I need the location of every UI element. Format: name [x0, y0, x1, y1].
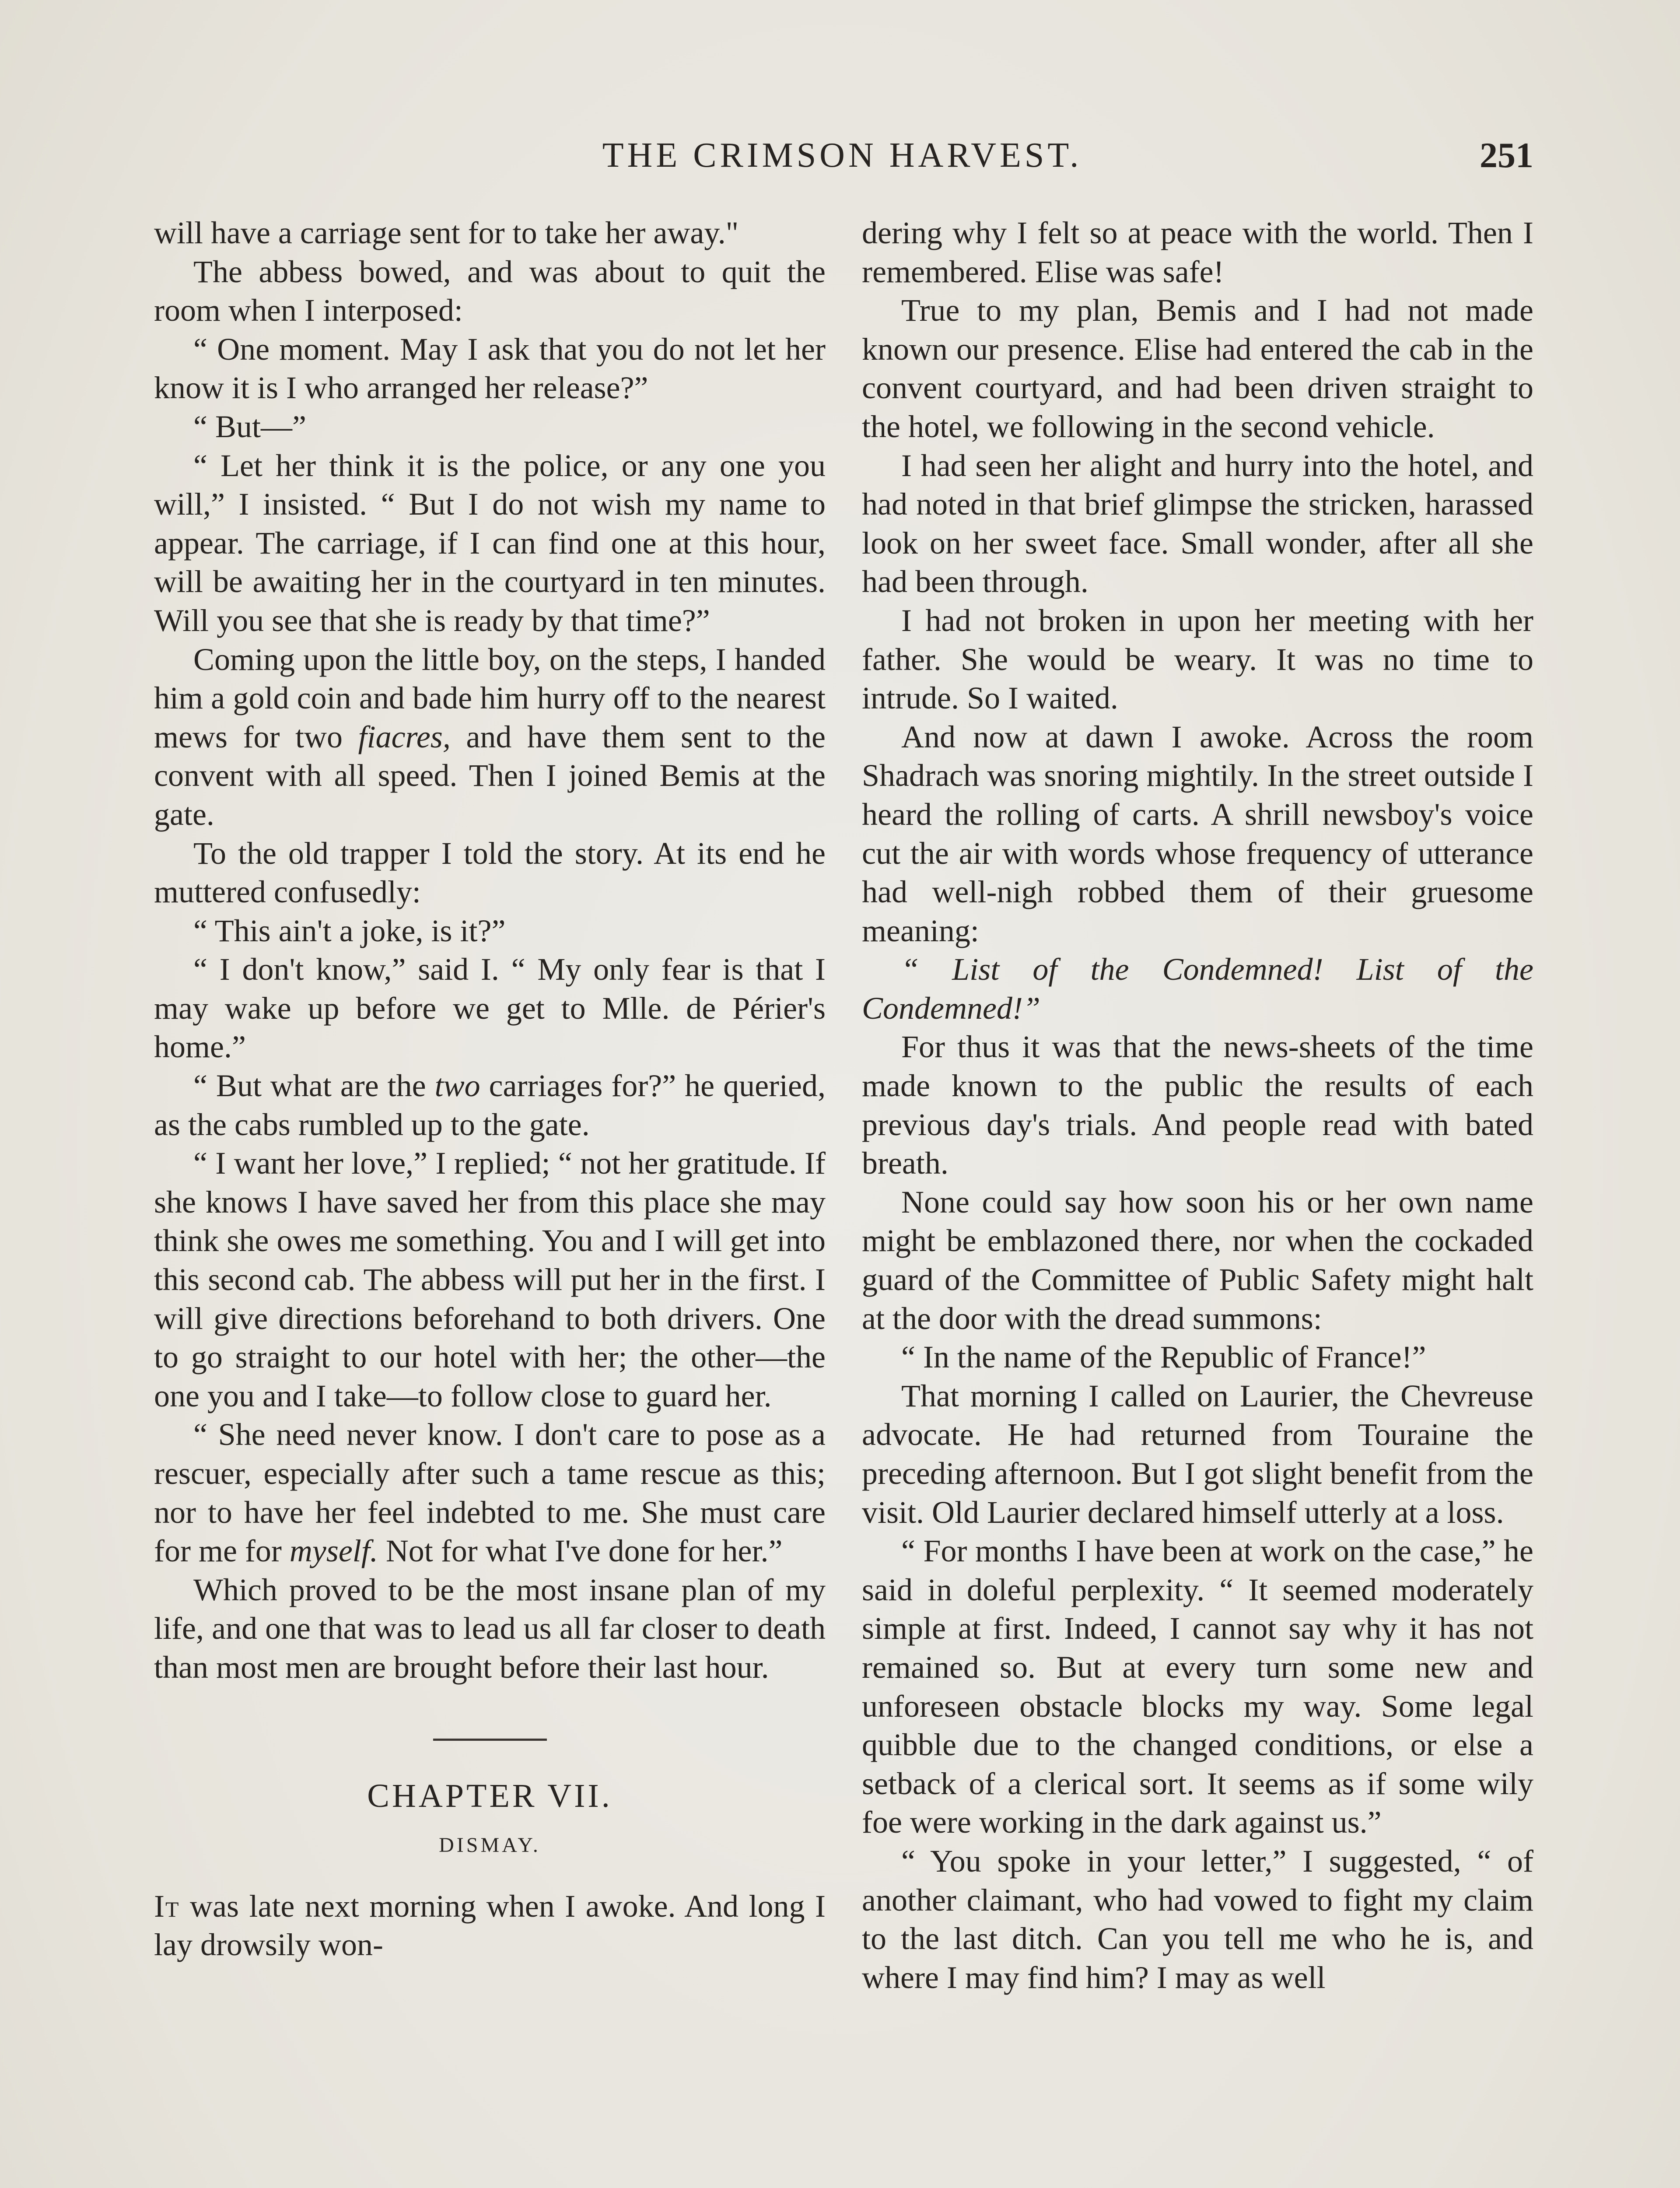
paragraph: dering why I felt so at peace with the world. Then I remembered. Elise was safe! — [862, 215, 1533, 289]
paragraph: The abbess bowed, and was about to quit the room when I interposed: — [154, 254, 826, 328]
italic-text: “ List of the Condemned! List of the Condemned!” — [862, 952, 1533, 1026]
paragraph: “ Let her think it is the police, or any one you will,” I insisted. “ But I do not wish my name to appear. The carriage, if I can find one at this hour, will be awaiting her in the courtyard in ten minutes. Will you see that she is ready by that time?” — [154, 448, 826, 638]
paragraph: Which proved to be the most insane plan of my life, and one that was to lead us all far closer to death than most men are brought before their last hour. — [154, 1572, 826, 1685]
chapter-subtitle: DISMAY. — [439, 1833, 541, 1857]
text-run: Coming upon the little boy, on the steps, I handed him a gold coin and bade him hurry off to the nearest mews for two — [154, 642, 826, 754]
paragraph: “ For months I have been at work on the case,” he said in doleful perplexity. “ It seemed moderately simple at first. Indeed, I cannot say why it has not remained so. But at every turn some new and unforeseen obstacle blocks my way. Some legal quibble due to the changed conditions, or else a setback of a clerical sort. It seems as if some wily foe were working in the dark against us.” — [862, 1533, 1533, 1840]
text-run: was late next morning when I awoke. And long I lay drowsily won- — [154, 1888, 826, 1963]
paragraph: “ This ain't a joke, is it?” — [193, 913, 506, 948]
text-run: “ But what are the — [193, 1068, 435, 1104]
paragraph: To the old trapper I told the story. At its end he muttered confusedly: — [154, 835, 826, 910]
chapter-opening-paragraph — [154, 1887, 826, 1964]
paragraph: “ But—” — [193, 409, 306, 444]
paragraph: True to my plan, Bemis and I had not made known our presence. Elise had entered the cab in the convent courtyard, and had been driven straight to the hotel, we following in the second vehicle. — [862, 293, 1533, 444]
paragraph — [154, 1415, 826, 1570]
chapter-title: CHAPTER VII. — [367, 1777, 612, 1814]
page-header — [151, 131, 1533, 179]
text-run: and have them sent to the convent with all speed. Then I joined Bemis at the gate. — [154, 719, 826, 832]
left-column — [154, 214, 826, 1964]
paragraph — [154, 640, 826, 834]
paragraph: “ You spoke in your letter,” I suggested, “ of another claimant, who had vowed to fight my claim to the last ditch. Can you tell me who he is, and where I may find him? I may as well — [862, 1843, 1533, 1995]
italic-text: two — [434, 1068, 480, 1104]
paragraph: That morning I called on Laurier, the Chevreuse advocate. He had returned from Touraine the preceding afternoon. But I got slight benefit from the visit. Old Laurier declared himself utterly at a loss. — [862, 1378, 1533, 1530]
right-column — [862, 214, 1533, 1997]
paragraph: “ One moment. May I ask that you do not let her know it is I who arranged her release?” — [154, 331, 826, 406]
paragraph — [862, 950, 1533, 1027]
text-run: “ She need never know. I don't care to pose as a rescuer, especially after such a tame rescue as this; nor to have her feel indebted to me. She must care for me for — [154, 1417, 826, 1569]
paragraph — [154, 1066, 826, 1144]
paragraph: I had seen her alight and hurry into the hotel, and had noted in that brief glimpse the stricken, harassed look on her sweet face. Small wonder, after all she had been through. — [862, 448, 1533, 600]
paragraph: For thus it was that the news-sheets of the time made known to the public the results of each previous day's trials. And people read with bated breath. — [862, 1029, 1533, 1181]
italic-text: fiacres, — [358, 719, 451, 754]
paragraph: I had not broken in upon her meeting with her father. She would be weary. It was no time to intrude. So I waited. — [862, 603, 1533, 716]
paragraph: “ I want her love,” I replied; “ not her gratitude. If she knows I have saved her from this place she may think she owes me something. You and I will get into this second cab. The abbess will put her in the first. I will give directions beforehand to both drivers. One to go straight to our hotel with her; the other—the one you and I take—to follow close to guard her. — [154, 1146, 826, 1413]
italic-text: myself. — [289, 1533, 378, 1569]
text-run: carriages for?” he queried, as the cabs rumbled up to the gate. — [154, 1068, 826, 1142]
paragraph: And now at dawn I awoke. Across the room Shadrach was snoring mightily. In the street outside I heard the rolling of carts. A shrill newsboy's voice cut the air with words whose frequency of utterance had well-nigh robbed them of their gruesome meaning: — [862, 719, 1533, 948]
paragraph: will have a carriage sent for to take her away." — [154, 215, 739, 250]
paragraph: “ I don't know,” said I. “ My only fear is that I may wake up before we get to Mlle. de Périer's home.” — [154, 952, 826, 1065]
paragraph: None could say how soon his or her own name might be emblazoned there, nor when the cockaded guard of the Committee of Public Safety might halt at the door with the dread summons: — [862, 1184, 1533, 1336]
opening-word: It — [154, 1888, 180, 1924]
paragraph: “ In the name of the Republic of France!” — [901, 1339, 1426, 1375]
page-number: 251 — [1480, 135, 1533, 175]
text-run: Not for what I've done for her.” — [378, 1533, 783, 1569]
running-title: THE CRIMSON HARVEST. — [602, 136, 1082, 175]
section-divider — [433, 1739, 547, 1741]
